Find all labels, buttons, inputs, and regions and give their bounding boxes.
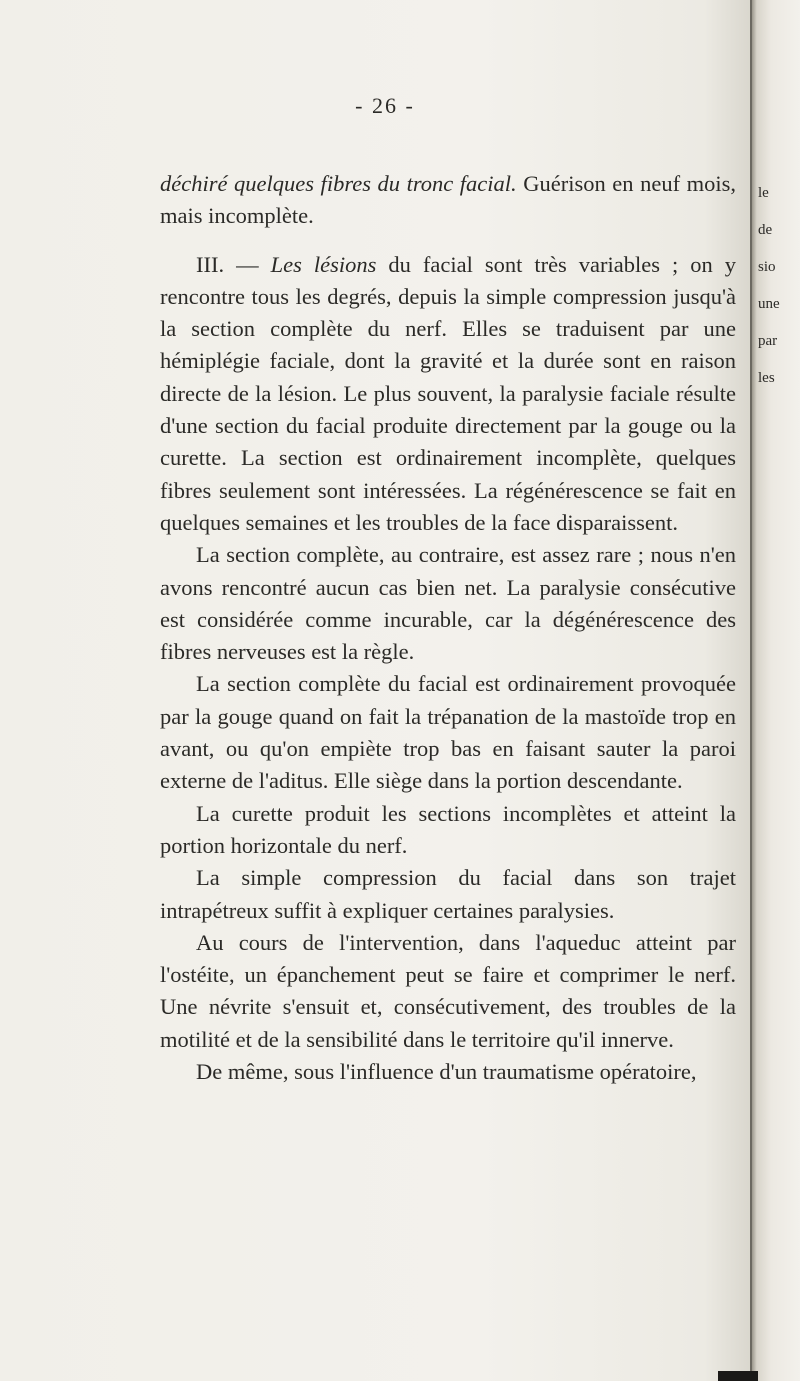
paragraph: La section complète, au contraire, est assez rare ; nous n'en avons rencontré aucun cas bien net. La paralysie consécutive est considérée comme incurable, car la dégénérescence des fibres nerveuses est la règle. xyxy=(160,542,736,665)
roman-phrase: Guérison en neuf mois, mais incomplète. xyxy=(160,171,737,229)
adjacent-fragment: les xyxy=(758,370,775,386)
paragraph-section-iii xyxy=(160,249,736,540)
adjacent-fragment: de xyxy=(758,222,773,238)
paragraph: Au cours de l'intervention, dans l'aqueduc atteint par l'ostéite, un épanchement peut se faire et comprimer le nerf. Une névrite s'ensuit et, consécutivement, des troubles de la motilité et de la sensibilité dans le territoire qu'il innerve. xyxy=(160,929,736,1052)
adjacent-page-fragments xyxy=(758,175,794,397)
paragraph: De même, sous l'influence d'un traumatisme opératoire, xyxy=(196,1059,697,1085)
roman-phrase: du facial sont très variables ; on y rencontre tous les degrés, depuis la simple compression jusqu'à la section complète du nerf. Elles se traduisent par une hémiplégie faciale, dont la gravité et la durée sont en raison directe de la lésion. Le plus souvent, la paralysie faciale résulte d'une section du facial produite directement par la gouge ou la curette. La section est ordinairement incomplète, quelques fibres seulement sont intéressées. La régénérescence se fait en quelques semaines et les troubles de la face disparaissent. xyxy=(160,251,737,535)
adjacent-fragment: sio xyxy=(758,259,776,275)
page-number: - 26 - xyxy=(355,93,415,118)
italic-phrase: déchiré quelques fibres du tronc facial. xyxy=(160,171,517,196)
paragraph: La section complète du facial est ordinairement provoquée par la gouge quand on fait la trépanation de la mastoïde trop en avant, ou qu'on empiète trop bas en faisant sauter la paroi externe de l'aditus. Elle siège dans la portion descendante. xyxy=(160,671,736,794)
adjacent-fragment: le xyxy=(758,185,769,201)
adjacent-fragment: une xyxy=(758,296,780,312)
body-text xyxy=(160,168,736,1088)
adjacent-fragment: par xyxy=(758,333,778,349)
section-label: III. — xyxy=(196,251,271,277)
paragraph: La curette produit les sections incomplètes et atteint la portion horizontale du nerf. xyxy=(160,800,736,858)
binding-shadow xyxy=(718,1371,758,1381)
paragraph-continuation xyxy=(160,168,736,233)
paragraph: La simple compression du facial dans son trajet intrapétreux suffit à expliquer certaines paralysies. xyxy=(160,865,736,923)
adjacent-page-edge xyxy=(750,0,800,1381)
section-heading: Les lésions xyxy=(270,251,377,277)
